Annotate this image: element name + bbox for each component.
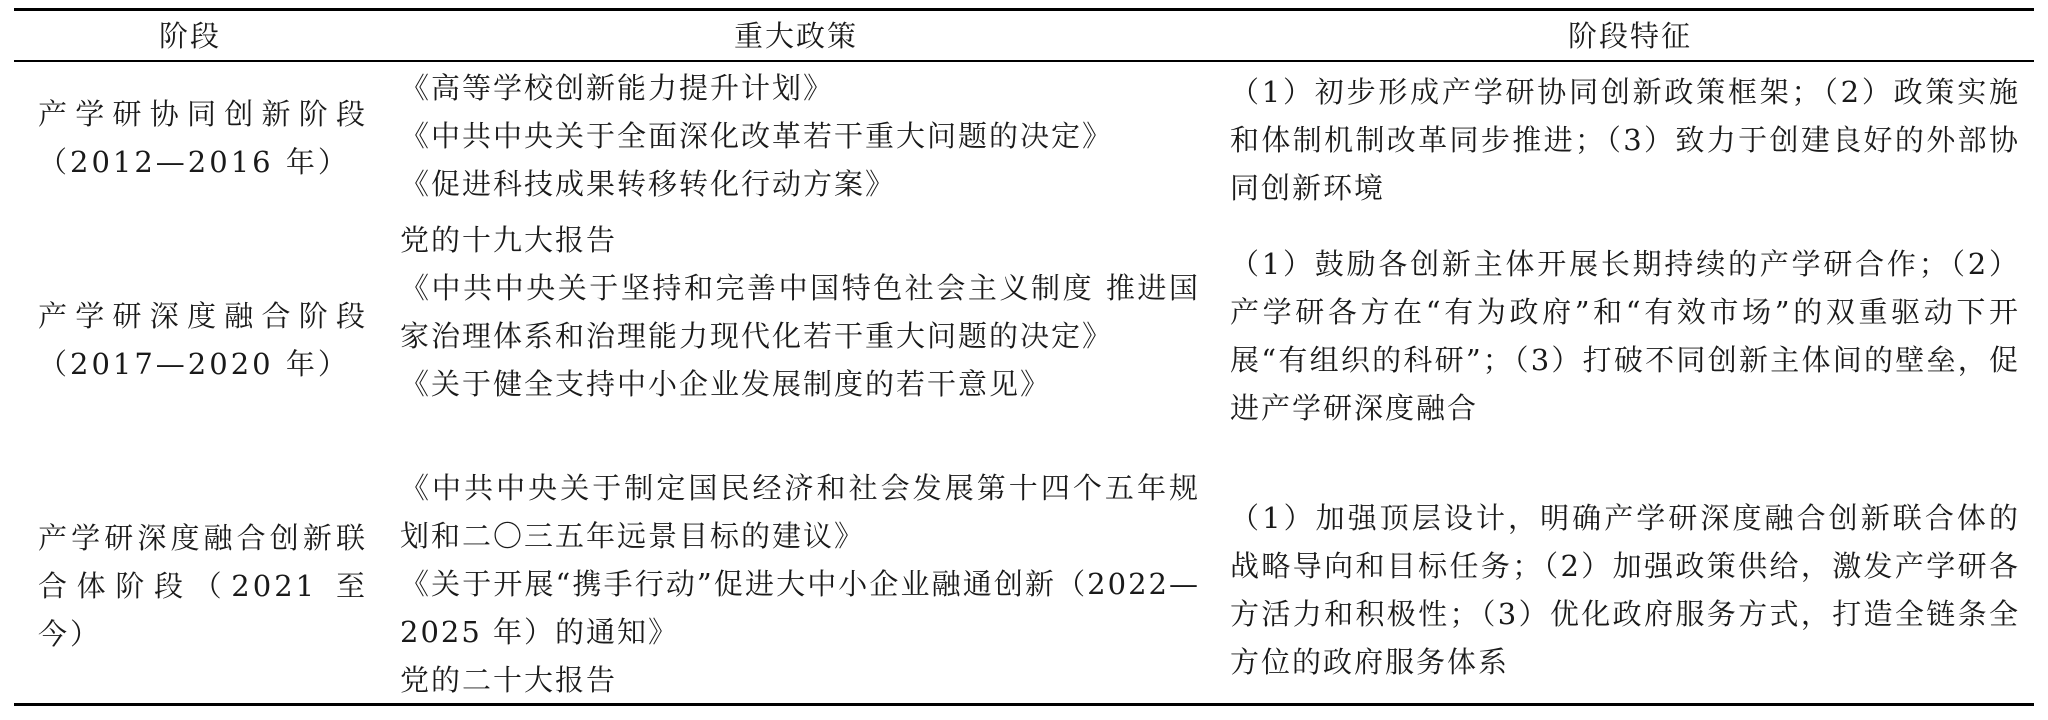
policy-stage-table bbox=[14, 8, 2034, 708]
row-3-policy-1: 《中共中央关于制定国民经济和社会发展第十四个五年规划和二〇三五年远景目标的建议》 bbox=[400, 471, 1200, 553]
row-2-feature: （1）鼓励各创新主体开展长期持续的产学研合作；（2）产学研各方在“有为政府”和“有效市场”的双重驱动下开展“有组织的科研”；（3）打破不同创新主体间的壁垒，促进产学研深度融合 bbox=[1230, 247, 2020, 425]
row-1-policy-1: 《高等学校创新能力提升计划》 bbox=[400, 71, 835, 105]
row-1-policies bbox=[400, 64, 1200, 208]
row-3-policies bbox=[400, 464, 1200, 704]
header-stage: 阶段 bbox=[158, 19, 221, 53]
header-feature: 阶段特征 bbox=[1567, 19, 1692, 53]
row-3-policy-2: 《关于开展“携手行动”促进大中小企业融通创新（2022—2025 年）的通知》 bbox=[400, 567, 1200, 649]
row-2-policy-3: 《关于健全支持中小企业发展制度的若干意见》 bbox=[400, 367, 1052, 401]
row-1-policy-3: 《促进科技成果转移转化行动方案》 bbox=[400, 167, 897, 201]
row-1-policy-2: 《中共中央关于全面深化改革若干重大问题的决定》 bbox=[400, 119, 1114, 153]
row-2-policies bbox=[400, 216, 1200, 408]
header-policy: 重大政策 bbox=[733, 19, 858, 53]
table-bottom-rule bbox=[14, 703, 2034, 706]
table-top-rule bbox=[14, 8, 2034, 11]
row-3-stage: 产学研深度融合创新联合体阶段（2021 至今） bbox=[38, 521, 368, 651]
row-1-feature: （1）初步形成产学研协同创新政策框架；（2）政策实施和体制机制改革同步推进；（3）致力于创建良好的外部协同创新环境 bbox=[1230, 75, 2020, 205]
row-2-stage: 产学研深度融合阶段（2017—2020 年） bbox=[38, 299, 368, 381]
row-3-feature: （1）加强顶层设计，明确产学研深度融合创新联合体的战略导向和目标任务；（2）加强政策供给，激发产学研各方活力和积极性；（3）优化政府服务方式，打造全链条全方位的政府服务体系 bbox=[1230, 501, 2020, 679]
row-2-policy-2: 《中共中央关于坚持和完善中国特色社会主义制度 推进国家治理体系和治理能力现代化若干重大问题的决定》 bbox=[400, 271, 1200, 353]
row-1-stage: 产学研协同创新阶段（2012—2016 年） bbox=[38, 97, 368, 179]
row-2-policy-1: 党的十九大报告 bbox=[400, 223, 618, 257]
table-header-rule bbox=[14, 60, 2034, 62]
row-3-policy-3: 党的二十大报告 bbox=[400, 663, 618, 697]
